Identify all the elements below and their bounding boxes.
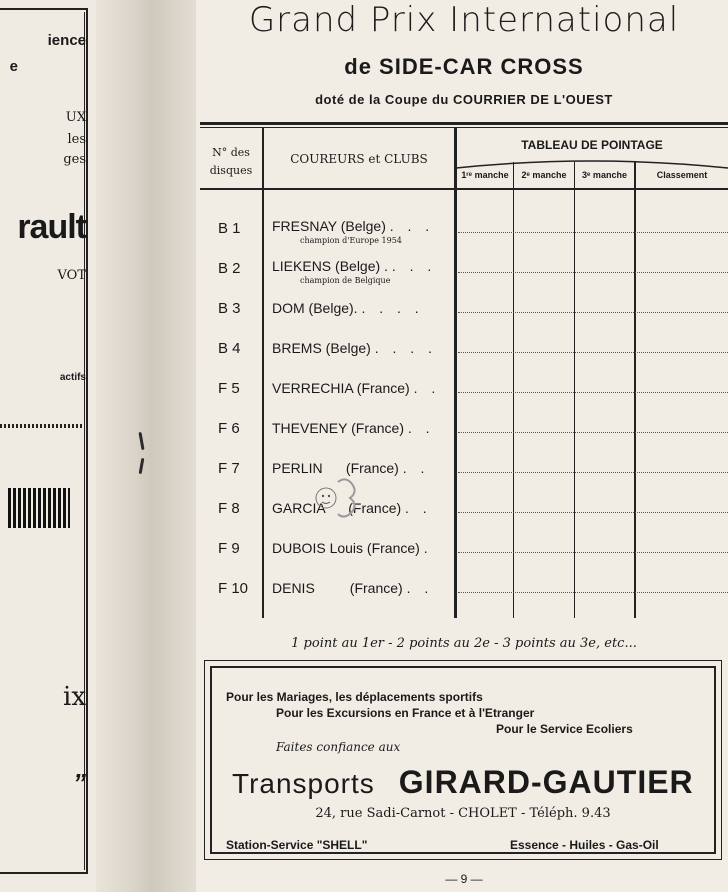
rider-note: champion d'Europe 1954	[300, 236, 402, 245]
header-manche-1: 1ʳᵉ manche	[461, 170, 509, 180]
left-text: rault	[17, 208, 86, 246]
col-divider	[262, 128, 264, 618]
disque-number: B 2	[218, 260, 241, 277]
leader-dots: . .	[413, 380, 441, 396]
ad-brand-transports: Transports	[232, 768, 375, 799]
leader-dots: . .	[406, 580, 434, 596]
header-disques	[200, 144, 262, 180]
rider-name: VERRECHIA (France)	[272, 380, 410, 396]
rider-entry	[272, 218, 434, 234]
left-text: actifs	[59, 372, 86, 383]
page-number: — 9 —	[445, 872, 483, 886]
disque-number: F 8	[218, 500, 240, 517]
col-divider	[513, 162, 514, 618]
page-subtitle: de SIDE-CAR CROSS	[344, 54, 584, 79]
ad-line: Pour les Excursions en France et à l'Etranger	[276, 706, 535, 720]
rider-entry	[272, 340, 437, 356]
left-dotted-rule	[0, 424, 82, 428]
header-bottom-border	[200, 188, 728, 190]
left-text: ix	[63, 682, 86, 712]
header-pointage: TABLEAU DE POINTAGE	[521, 138, 663, 152]
rider-name: PERLIN (France)	[272, 460, 399, 476]
left-text: UX	[65, 110, 86, 125]
disque-number: F 7	[218, 460, 240, 477]
score-line	[458, 392, 728, 393]
rider-name: THEVENEY (France)	[272, 420, 404, 436]
disque-number: B 1	[218, 220, 241, 237]
left-text: ges	[63, 152, 86, 167]
header-manche-2: 2ᵉ manche	[521, 170, 567, 180]
collector-stamp-icon	[312, 470, 372, 530]
ad-address: 24, rue Sadi-Carnot - CHOLET - Téléph. 9.43	[315, 806, 611, 821]
score-line	[458, 312, 728, 313]
score-line	[458, 472, 728, 473]
trophy-line: doté de la Coupe du COURRIER DE L'OUEST	[315, 92, 613, 107]
score-table	[200, 122, 728, 618]
disque-number: F 6	[218, 420, 240, 437]
ad-line: Pour les Mariages, les déplacements sportifs	[226, 690, 483, 704]
ad-station: Station-Service "SHELL"	[226, 838, 368, 852]
disque-number: B 3	[218, 300, 241, 317]
leader-dots: . . . .	[361, 300, 424, 316]
rider-name: LIEKENS (Belge) .	[272, 258, 388, 274]
rider-entry	[272, 258, 436, 274]
ad-products: Essence - Huiles - Gas-Oil	[510, 838, 659, 852]
left-text: e	[9, 58, 18, 75]
leader-dots: . . . .	[374, 340, 437, 356]
leader-dots: .	[423, 540, 433, 556]
advertisement-inner-border	[210, 666, 716, 854]
leader-dots: . . .	[389, 218, 435, 234]
disque-number: F 5	[218, 380, 240, 397]
table-top-border	[200, 122, 728, 125]
rider-entry	[272, 540, 433, 556]
left-text: ience	[47, 32, 86, 49]
rider-name: DENIS (France)	[272, 580, 403, 596]
pointage-bracket	[456, 156, 728, 170]
ad-line: Pour le Service Ecoliers	[496, 722, 633, 736]
score-line	[458, 512, 728, 513]
table-top-border-thin	[200, 127, 728, 128]
leader-dots: . . .	[391, 258, 437, 274]
rider-name: FRESNAY (Belge)	[272, 218, 386, 234]
score-line	[458, 272, 728, 273]
leader-dots: . .	[407, 420, 435, 436]
score-line	[458, 432, 728, 433]
header-disques-line1: N° des	[212, 146, 250, 159]
leader-dots: . .	[402, 460, 430, 476]
score-line	[458, 232, 728, 233]
col-divider	[634, 162, 636, 618]
rider-name: GARCIA (France)	[272, 500, 402, 516]
left-text: les	[67, 132, 86, 147]
score-line	[458, 352, 728, 353]
left-page-fragment	[0, 0, 96, 892]
rider-name: DUBOIS Louis (France)	[272, 540, 420, 556]
points-note: 1 point au 1er - 2 points au 2e - 3 points au 3e, etc...	[291, 636, 637, 651]
header-manche-3: 3ᵉ manche	[582, 170, 627, 180]
header-disques-line2: disques	[209, 164, 253, 177]
left-text: ”	[73, 768, 86, 798]
page-gutter	[96, 0, 196, 892]
rider-entry	[272, 580, 433, 596]
ad-brand	[232, 764, 694, 801]
score-line	[458, 592, 728, 593]
disque-number: B 4	[218, 340, 241, 357]
left-graphic	[8, 488, 70, 528]
leader-dots: . .	[405, 500, 432, 516]
rider-entry	[272, 380, 440, 396]
col-divider	[574, 162, 575, 618]
rider-note: champion de Belgique	[300, 276, 391, 285]
ad-brand-name: GIRARD-GAUTIER	[398, 764, 694, 800]
col-divider	[454, 128, 457, 618]
left-text: VOT	[57, 268, 86, 283]
disque-number: F 9	[218, 540, 240, 557]
rider-name: DOM (Belge).	[272, 300, 358, 316]
rider-entry	[272, 420, 435, 436]
disque-number: F 10	[218, 580, 249, 597]
score-line	[458, 552, 728, 553]
rider-name: BREMS (Belge)	[272, 340, 371, 356]
rider-entry	[272, 300, 424, 316]
ad-tagline: Faites confiance aux	[276, 740, 401, 754]
header-coureurs: COUREURS et CLUBS	[290, 152, 428, 166]
advertisement-box	[204, 660, 722, 860]
header-classement: Classement	[656, 170, 708, 180]
page-title: Grand Prix International	[248, 0, 680, 40]
